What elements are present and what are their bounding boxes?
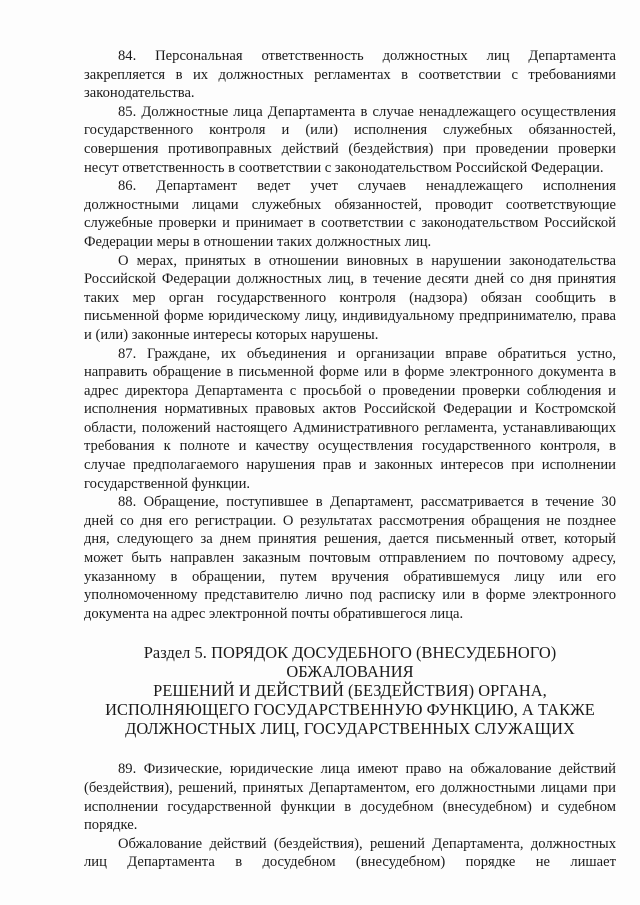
paragraph-87: 87. Граждане, их объединения и организации вправе обратиться устно, направить обращение в письменной форме или в форме электронного документа в адрес директора Департамента с просьбой о проведении проверки соблюдения и исполнения нормативных правовых актов Российской Федерации и Костромской области, положений настоящего Административного регламента, устанавливающих требования к полноте и качеству осуществления государственного контроля, в случае предполагаемого нарушения прав и законных интересов при исполнении государственной функции. <box>84 345 616 492</box>
paragraph-89-appeal: Обжалование действий (бездействия), решений Департамента, должностных лиц Департамента в досудебном (внесудебном) порядке не лишает <box>84 835 616 871</box>
paragraph-88: 88. Обращение, поступившее в Департамент, рассматривается в течение 30 дней со дня его регистрации. О результатах рассмотрения обращения не позднее дня, следующего за днем принятия решения, дается письменный ответ, который может быть направлен заказным почтовым отправлением по почтовому адресу, указанному в обращении, путем вручения обратившемуся лицу или его уполномоченному представителю лично под расписку или в форме электронного документа на адрес электронной почты обратившегося лица. <box>84 494 616 622</box>
paragraph-85: 85. Должностные лица Департамента в случае ненадлежащего осуществления государственного контроля и (или) исполнения служебных обязанностей, совершения противоправных действий (бездействия) при проведении проверки несут ответственность в соответствии с законодательством Российской Федерации. <box>84 103 616 176</box>
document-body <box>84 47 616 872</box>
paragraph-89: 89. Физические, юридические лица имеют право на обжалование действий (бездействия), решений, принятых Департаментом, его должностными лицами при исполнении государственной функции в досудебном (внесудебном) и судебном порядке. <box>84 761 616 834</box>
paragraph-84: 84. Персональная ответственность должностных лиц Департамента закрепляется в их должностных регламентах в соответствии с требованиями законодательства. <box>84 48 616 102</box>
section-5-heading <box>84 643 616 738</box>
paragraph-86: 86. Департамент ведет учет случаев ненадлежащего исполнения должностными лицами служебных обязанностей, проводит соответствующие служебные проверки и принимает в соответствии с законодательством Российской Федерации меры в отношении таких должностных лиц. <box>84 178 616 250</box>
section-5-heading-rest: РЕШЕНИЙ И ДЕЙСТВИЙ (БЕЗДЕЙСТВИЯ) ОРГАНА, ИСПОЛНЯЮЩЕГО ГОСУДАРСТВЕННУЮ ФУНКЦИЮ, А ТАКЖЕ ДОЛЖНОСТНЫХ ЛИЦ, ГОСУДАРСТВЕННЫХ СЛУЖАЩИХ <box>105 681 595 739</box>
paragraph-86-measures: О мерах, принятых в отношении виновных в нарушении законодательства Российской Федерации должностных лиц, в течение десяти дней со дня принятия таких мер орган государственного контроля (надзора) обязан сообщить в письменной форме юридическому лицу, индивидуальному предпринимателю, права и (или) законные интересы которых нарушены. <box>84 252 616 343</box>
section-5-heading-line1: Раздел 5. ПОРЯДОК ДОСУДЕБНОГО (ВНЕСУДЕБНОГО) ОБЖАЛОВАНИЯ <box>143 643 557 682</box>
